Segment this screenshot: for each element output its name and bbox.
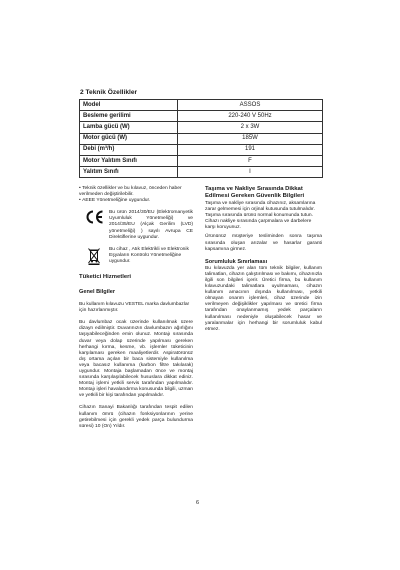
spec-label: Motor gücü (W) <box>80 133 178 144</box>
spec-label: Lamba gücü (W) <box>80 122 178 133</box>
spec-label: Besleme gerilimi <box>80 111 178 122</box>
spec-value: 220-240 V 50Hz <box>178 111 323 122</box>
spec-row <box>80 167 323 178</box>
spec-value: ASSOS <box>178 100 323 111</box>
bullet-aeee: • AEEE Yönetmeliğine uygundur. <box>79 198 193 204</box>
weee-text: Bu cihaz , Atık Elektrikli ve Elektronik Eşyaların Kontrolü Yönetmeliğine uygundur. <box>109 246 189 264</box>
liability-heading: Sorumluluk Sınırlaması <box>205 258 268 265</box>
ce-mark-icon <box>84 210 104 224</box>
spec-value: 2 x 3W <box>178 122 323 133</box>
spec-value: I <box>178 167 323 178</box>
general-intro-paragraph: Bu kullanım kılavuzu VESTEL marka davlumbazlar için hazırlanmıştır. <box>79 302 190 314</box>
transport-paragraph: Taşıma ve nakliye sırasında cihazınız, aksamlarına zarar gelmemesi için orjinal kutusunda tutulmalıdır. Taşıma sırasında ürünü normal konumunda tutun. Cihazı nakliye sırasında çarpmalara ve darbelere karşı koruyunuz. <box>205 201 316 231</box>
transport-heading: Taşıma ve Nakliye Sırasında Dikkat Edilmesi Gereken Güvenlik Bilgileri <box>205 186 305 199</box>
bullet-spec-change: • Teknik özellikler ve bu kılavuz, önceden haber verilmeden değiştirilebilir. <box>79 186 193 198</box>
spec-label: Motor Yalıtım Sınıfı <box>80 155 178 166</box>
spec-label: Debi (m³/h) <box>80 144 178 155</box>
crossed-bin-icon <box>87 247 101 265</box>
spec-value: F <box>178 155 323 166</box>
page-number: 6 <box>196 500 200 506</box>
liability-paragraph: Bu kılavuzda yer alan tüm teknik bilgiler, kullanım talimatları, cihazın çalıştırılması ve bakımı, cihazınızla ilgili son bilgileri içerir. Üretici firma, bu kullanım kılavuzundaki talimatlara uyulmaması, cihazın kullanım amacının dışında kullanılması, yetkili olmayan onarım işlemleri, cihaz üzerinde izin verilmeyen değişiklikler yapılması ve üretici firma tarafından onaylanmamış yedek parçaların kullanılması nedeniyle oluşabilecek hasar ve yaralanmalar için herhangi bir sorumluluk kabul etmez. <box>205 265 322 332</box>
lifetime-paragraph: Cihazın Sanayi Bakanlığı tarafından tespit edilen kullanım ömrü (cihazın fonksiyonlarının yerine getirebilmesi için gerekli yedek parça bulundurma süresi) 10 (On) Yıldır. <box>79 405 193 429</box>
spec-row <box>80 122 323 133</box>
transport-warranty-paragraph: Ürününüz müşteriye tesliminden sonra taşıma sırasında oluşan arızalar ve hasarlar garanti kapsamına girmez. <box>205 234 322 252</box>
spec-value: 191 <box>178 144 323 155</box>
section-title: 2 Teknik Özellikler <box>80 89 138 96</box>
technical-specs-table <box>79 99 323 178</box>
consumer-services-heading: Tüketici Hizmetleri <box>79 274 132 281</box>
spec-row <box>80 111 323 122</box>
spec-row <box>80 144 323 155</box>
spec-row <box>80 100 323 111</box>
spec-label: Yalıtım Sınıfı <box>80 167 178 178</box>
spec-row <box>80 155 323 166</box>
left-column <box>79 186 193 430</box>
ce-conformity-row <box>79 210 193 240</box>
right-column <box>205 186 322 333</box>
weee-row <box>79 247 193 265</box>
ce-conformity-text: Bu ürün 2014/30/EU (Elektromanyetik Uyumluluk Yönetmeliği) ve 2014/35/EU (Alçak Gerilim (LVD) yönetmeliği) ) sayılı Avrupa CE Direktiflerine uygundur. <box>109 210 193 240</box>
spec-row <box>80 133 323 144</box>
spec-label: Model <box>80 100 178 111</box>
spec-value: 185W <box>178 133 323 144</box>
general-usage-paragraph: Bu davlumbaz ocak üzerinde kullanılmak üzere dizayn edilmiştir. Duvarınızın davlumbazın ağırlığını taşıyabileceğinden emin olunuz. Montajı sırasında duvar veya dolap üzerinde yapılması gereken herhangi kırma, kesme, vb. işlemler tüketicinin karşılaması gereken maaliyetlerdir. Aspiratörünüz dış ortama açılan bir baca sistemiyle kullanılma veya bacasız kullanıma (karbon filtre takılarak) uygundur. Montaja başlamadan önce ve montaj sırasında karşılaşılabilecek hususlara dikkat ediniz. Montaj işlemi yetkili servis tarafından yapılmalıdır. Montajı işleri havalandırma konusunda bilgili, uzman ve yetkili bir kişi tarafından yapılmalıdır. <box>79 320 193 399</box>
general-info-heading: Genel Bilgiler <box>79 289 116 296</box>
